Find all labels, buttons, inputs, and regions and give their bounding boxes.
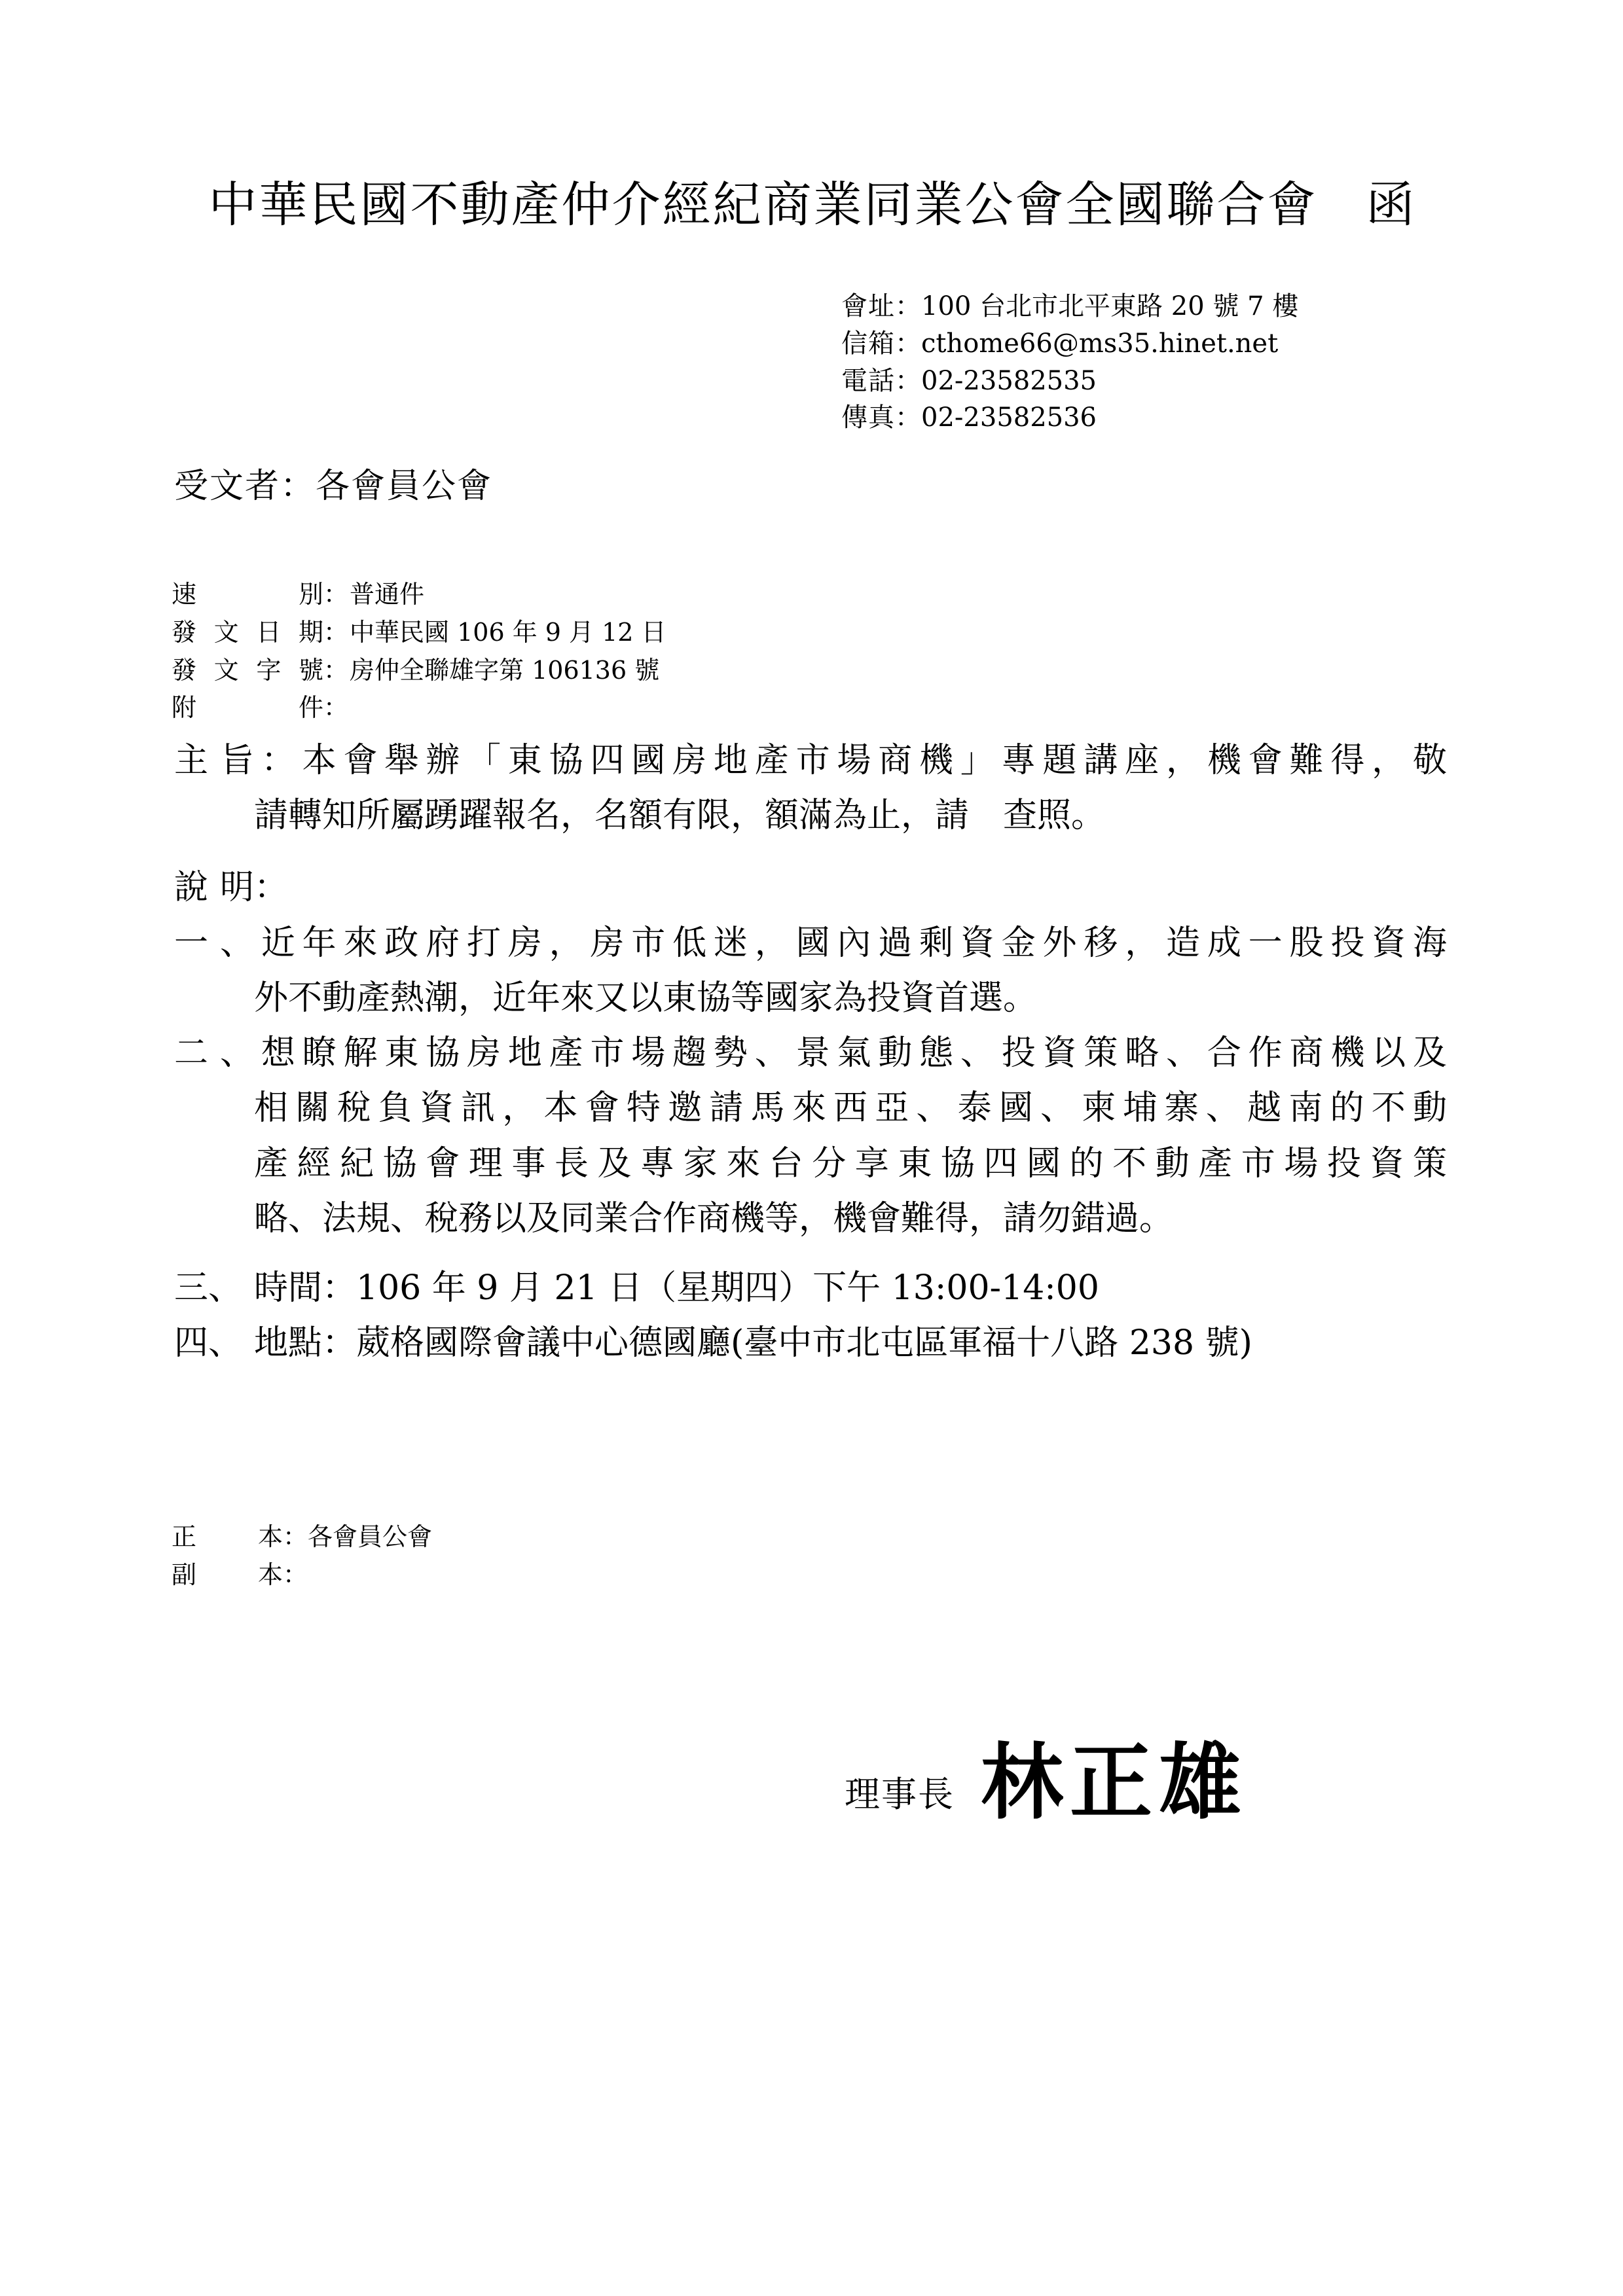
item-1-text-2: 外不動產熱潮，近年來又以東協等國家為投資首選。 [254, 978, 1038, 1018]
item-2-number: 二、 [174, 1033, 254, 1073]
meta-label-date: 發文日期 [172, 617, 323, 647]
item-1-line-2 [174, 971, 1447, 1026]
contact-colon-3: ： [895, 365, 921, 396]
item-2-line-3 [174, 1136, 1447, 1191]
recipient-value: 各會員公會 [316, 467, 493, 506]
subject-line-1 [174, 733, 1447, 788]
explanation-block [174, 860, 1447, 1371]
item-4-number: 四、 [174, 1323, 243, 1363]
contact-phone-row [841, 363, 1298, 400]
meta-row-docnumber [172, 652, 666, 690]
item-3-text-1: 時間：106 年 9 月 21 日（星期四）下午 13:00-14:00 [254, 1268, 1099, 1308]
contact-fax-label: 傳真 [841, 403, 895, 433]
contact-address-label: 會址 [841, 291, 895, 321]
meta-row-date [172, 614, 666, 652]
subject-line-2 [174, 788, 1447, 843]
contact-colon-1: ： [895, 291, 921, 321]
explanation-label: 說明 [174, 868, 254, 908]
item-4-text-1: 地點：葳格國際會議中心德國廳(臺中市北屯區軍福十八路 238 號) [254, 1323, 1252, 1363]
spacer-2 [174, 1246, 1447, 1261]
explanation-item-3 [174, 1261, 1447, 1316]
explanation-item-2 [174, 1026, 1447, 1246]
document-body [174, 733, 1447, 1374]
subject-text-1: 本會舉辦「東協四國房地產市場商機」專題講座，機會難得，敬 [302, 741, 1447, 780]
copies-colon-original: ： [283, 1522, 308, 1551]
contact-address-row [841, 288, 1298, 325]
meta-row-attachment [172, 689, 666, 727]
explanation-heading [174, 860, 1447, 915]
signature-block [845, 1734, 1248, 1831]
copies-value-original: 各會員公會 [308, 1522, 433, 1551]
meta-row-speed [172, 576, 666, 614]
recipient-label: 受文者 [174, 467, 281, 506]
meta-colon-speed: ： [323, 580, 349, 609]
copies-colon-duplicate: ： [283, 1560, 308, 1589]
meta-value-date: 中華民國 106 年 9 月 12 日 [350, 617, 666, 647]
item-2-text-3: 產經紀協會理事長及專家來台分享東協四國的不動產市場投資策 [254, 1143, 1447, 1183]
item-3-line-1 [174, 1261, 1447, 1316]
contact-fax-value: 02-23582536 [921, 403, 1097, 433]
recipient-colon: ： [280, 467, 316, 506]
contact-colon-2: ： [895, 328, 921, 359]
meta-label-speed: 速別 [172, 580, 323, 609]
subject-colon: ： [254, 741, 302, 780]
contact-address-value: 100 台北市北平東路 20 號 7 樓 [921, 291, 1299, 321]
meta-value-docnumber: 房仲全聯雄字第 106136 號 [350, 655, 660, 685]
document-meta-block [172, 576, 666, 727]
item-2-text-4: 略、法規、稅務以及同業合作商機等，機會難得，請勿錯過。 [254, 1198, 1174, 1238]
item-4-line-1 [174, 1316, 1447, 1371]
contact-email-value: cthome66@ms35.hinet.net [921, 328, 1279, 359]
contact-email-row [841, 325, 1298, 363]
subject-block [174, 733, 1447, 843]
meta-label-attachment: 附件 [172, 693, 323, 723]
contact-phone-label: 電話 [841, 365, 895, 396]
contact-phone-value: 02-23582535 [921, 365, 1097, 396]
meta-colon-attachment: ： [323, 693, 349, 723]
explanation-colon: ： [254, 868, 289, 908]
item-1-number: 一、 [174, 923, 254, 963]
meta-value-speed: 普通件 [350, 580, 425, 609]
item-2-line-4 [174, 1191, 1447, 1246]
copies-row-duplicate [172, 1556, 432, 1594]
recipient-line [174, 458, 492, 507]
item-2-line-2 [174, 1081, 1447, 1136]
copies-block [172, 1518, 432, 1594]
item-1-text-1: 近年來政府打房，房市低迷，國內過剩資金外移，造成一股投資海 [254, 923, 1447, 963]
signature-title: 理事長 [845, 1774, 955, 1815]
contact-block [841, 288, 1298, 437]
explanation-item-4 [174, 1316, 1447, 1371]
subject-label: 主旨 [174, 741, 254, 780]
item-2-text-2: 相關稅負資訊，本會特邀請馬來西亞、泰國、柬埔寨、越南的不動 [254, 1088, 1447, 1128]
document-header [0, 177, 1623, 233]
explanation-item-1 [174, 916, 1447, 1026]
item-2-text-1: 想瞭解東協房地產市場趨勢、景氣動態、投資策略、合作商機以及 [254, 1033, 1447, 1073]
meta-label-docnumber: 發文字號 [172, 655, 323, 685]
subject-text-2: 請轉知所屬踴躍報名，名額有限，額滿為止，請 查照。 [254, 796, 1106, 836]
copies-row-original [172, 1518, 432, 1556]
meta-colon-date: ： [323, 617, 349, 647]
meta-colon-docnumber: ： [323, 655, 349, 685]
document-kind: 函 [1366, 177, 1415, 233]
copies-label-duplicate: 副本 [172, 1560, 283, 1589]
item-1-line-1 [174, 916, 1447, 971]
spacer-1 [174, 846, 1447, 860]
organization-title: 中華民國不動產仲介經紀商業同業公會全國聯合會 [208, 177, 1318, 233]
contact-colon-4: ： [895, 403, 921, 433]
copies-label-original: 正本 [172, 1522, 283, 1551]
contact-fax-row [841, 399, 1298, 437]
item-3-number: 三、 [174, 1268, 243, 1308]
signature-name: 林正雄 [981, 1734, 1248, 1831]
item-2-line-1 [174, 1026, 1447, 1081]
contact-email-label: 信箱 [841, 328, 895, 359]
